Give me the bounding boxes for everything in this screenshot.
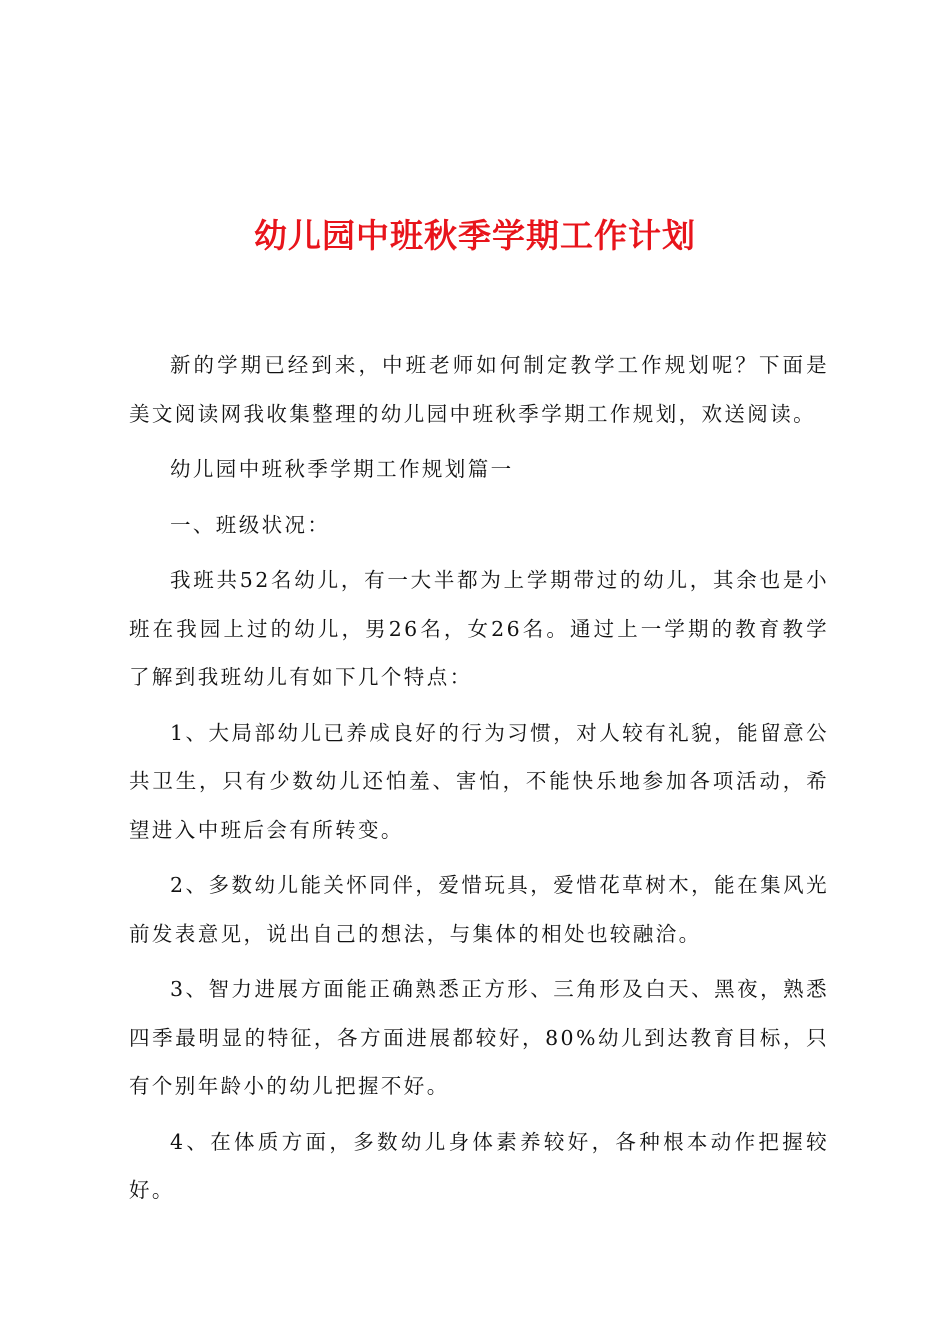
list-item-4: 4、在体质方面，多数幼儿身体素养较好，各种根本动作把握较好。 (129, 1129, 829, 1202)
list-item-3: 3、智力进展方面能正确熟悉正方形、三角形及白天、黑夜，熟悉四季最明显的特征，各方面进展都较好，80%幼儿到达教育目标，只有个别年龄小的幼儿把握不好。 (129, 977, 829, 1098)
list-item-2: 2、多数幼儿能关怀同伴，爱惜玩具，爱惜花草树木，能在集风光前发表意见，说出自己的想法，与集体的相处也较融洽。 (129, 873, 829, 946)
document-title: 幼儿园中班秋季学期工作计划 (254, 216, 696, 255)
section-heading: 幼儿园中班秋季学期工作规划篇一 (170, 457, 514, 481)
list-item-1: 1、大局部幼儿已养成良好的行为习惯，对人较有礼貌，能留意公共卫生，只有少数幼儿还怕羞、害怕，不能快乐地参加各项活动，希望进入中班后会有所转变。 (129, 720, 829, 842)
subsection-heading: 一、班级状况： (170, 512, 331, 537)
document-body (129, 341, 829, 1222)
paragraph-class-overview: 我班共52名幼儿，有一大半都为上学期带过的幼儿，其余也是小班在我园上过的幼儿，男26名，女26名。通过上一学期的教育教学了解到我班幼儿有如下几个特点： (129, 568, 829, 689)
paragraph-intro: 新的学期已经到来，中班老师如何制定教学工作规划呢？下面是美文阅读网我收集整理的幼儿园中班秋季学期工作规划，欢送阅读。 (129, 353, 829, 426)
